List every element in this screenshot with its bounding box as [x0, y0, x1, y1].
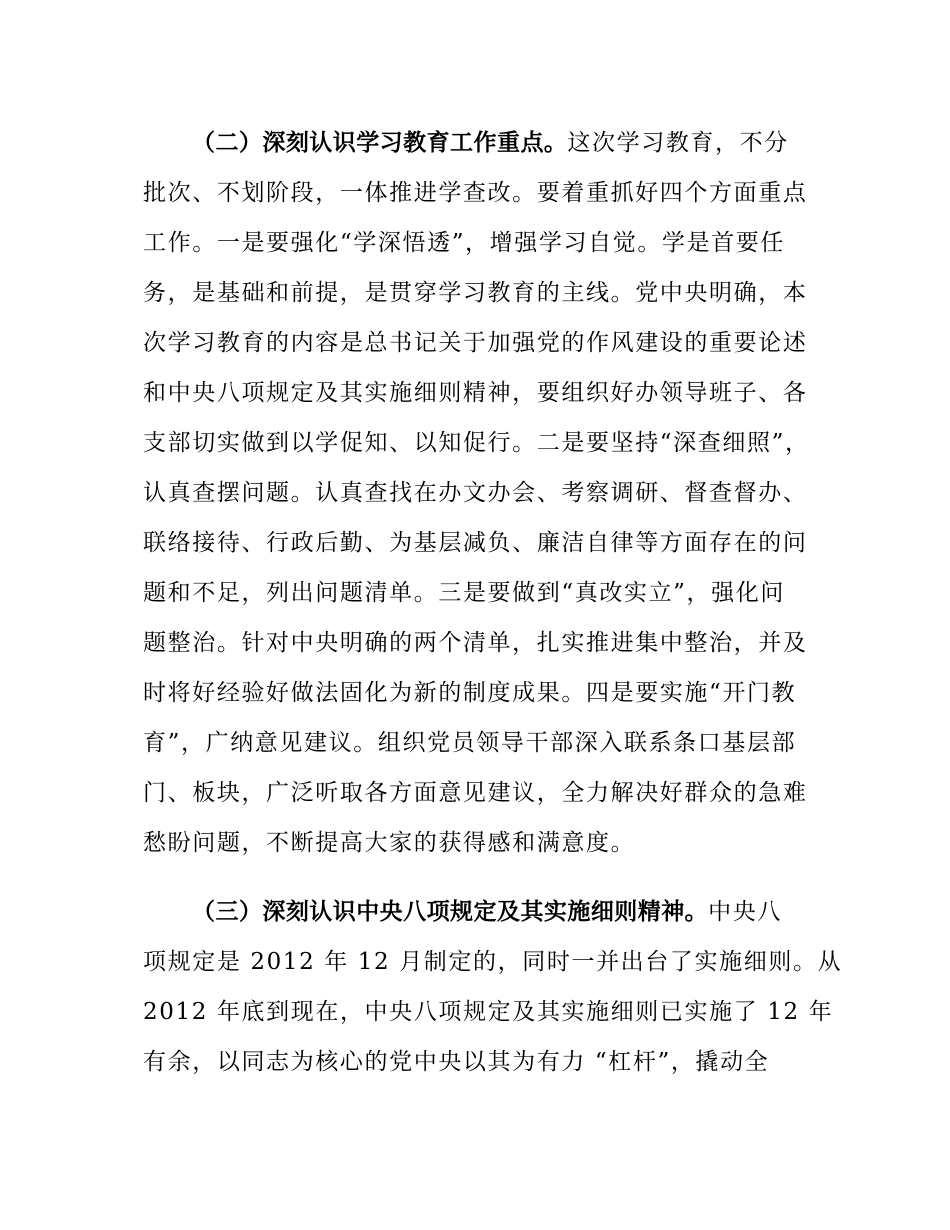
section-2-line: 支部切实做到以学促知、以知促行。二是要坚持“深查细照”， — [143, 430, 810, 456]
section-3-line: 2012 年底到现在，中央八项规定及其实施细则已实施了 12 年 — [143, 999, 834, 1025]
section-2-line: 育”，广纳意见建议。组织党员领导干部深入联系条口基层部 — [143, 730, 797, 756]
section-2-line: 门、板块，广泛听取各方面意见建议，全力解决好群众的急难 — [143, 780, 808, 806]
section-2-line: 题整治。针对中央明确的两个清单，扎实推进集中整治，并及 — [143, 630, 808, 656]
section-2-line: 题和不足，列出问题清单。三是要做到“真改实立”，强化问 — [143, 580, 785, 606]
section-2-line: 联络接待、行政后勤、为基层减负、廉洁自律等方面存在的问 — [143, 530, 808, 556]
section-2-line: 务，是基础和前提，是贯穿学习教育的主线。党中央明确，本 — [143, 280, 808, 306]
section-3-line: 有余，以同志为核心的党中央以其为有力 “杠杆”，撬动全 — [143, 1049, 770, 1075]
section-2-heading: （二）深刻认识学习教育工作重点。 — [192, 130, 568, 156]
section-3-heading: （三）深刻认识中央八项规定及其实施细则精神。 — [192, 899, 709, 925]
section-3-first-line-text: 中央八 — [708, 899, 782, 925]
section-2-line: 时将好经验好做法固化为新的制度成果。四是要实施“开门教 — [143, 680, 797, 706]
section-2-first-line — [192, 128, 789, 158]
section-2-first-line-text: 这次学习教育，不分 — [567, 130, 789, 156]
section-2-line: 工作。一是要强化“学深悟透”，增强学习自觉。学是首要任 — [143, 230, 785, 256]
section-2-line: 批次、不划阶段，一体推进学查改。要着重抓好四个方面重点 — [143, 180, 808, 206]
section-2-line: 愁盼问题，不断提高大家的获得感和满意度。 — [143, 830, 636, 856]
section-2-line: 认真查摆问题。认真查找在办文办会、考察调研、督查督办、 — [143, 480, 808, 506]
section-3-line: 项规定是 2012 年 12 月制定的，同时一并出台了实施细则。从 — [143, 949, 843, 975]
section-3-first-line — [192, 897, 782, 927]
section-2-line: 次学习教育的内容是总书记关于加强党的作风建设的重要论述 — [143, 330, 808, 356]
section-2-line: 和中央八项规定及其实施细则精神，要组织好办领导班子、各 — [143, 380, 808, 406]
